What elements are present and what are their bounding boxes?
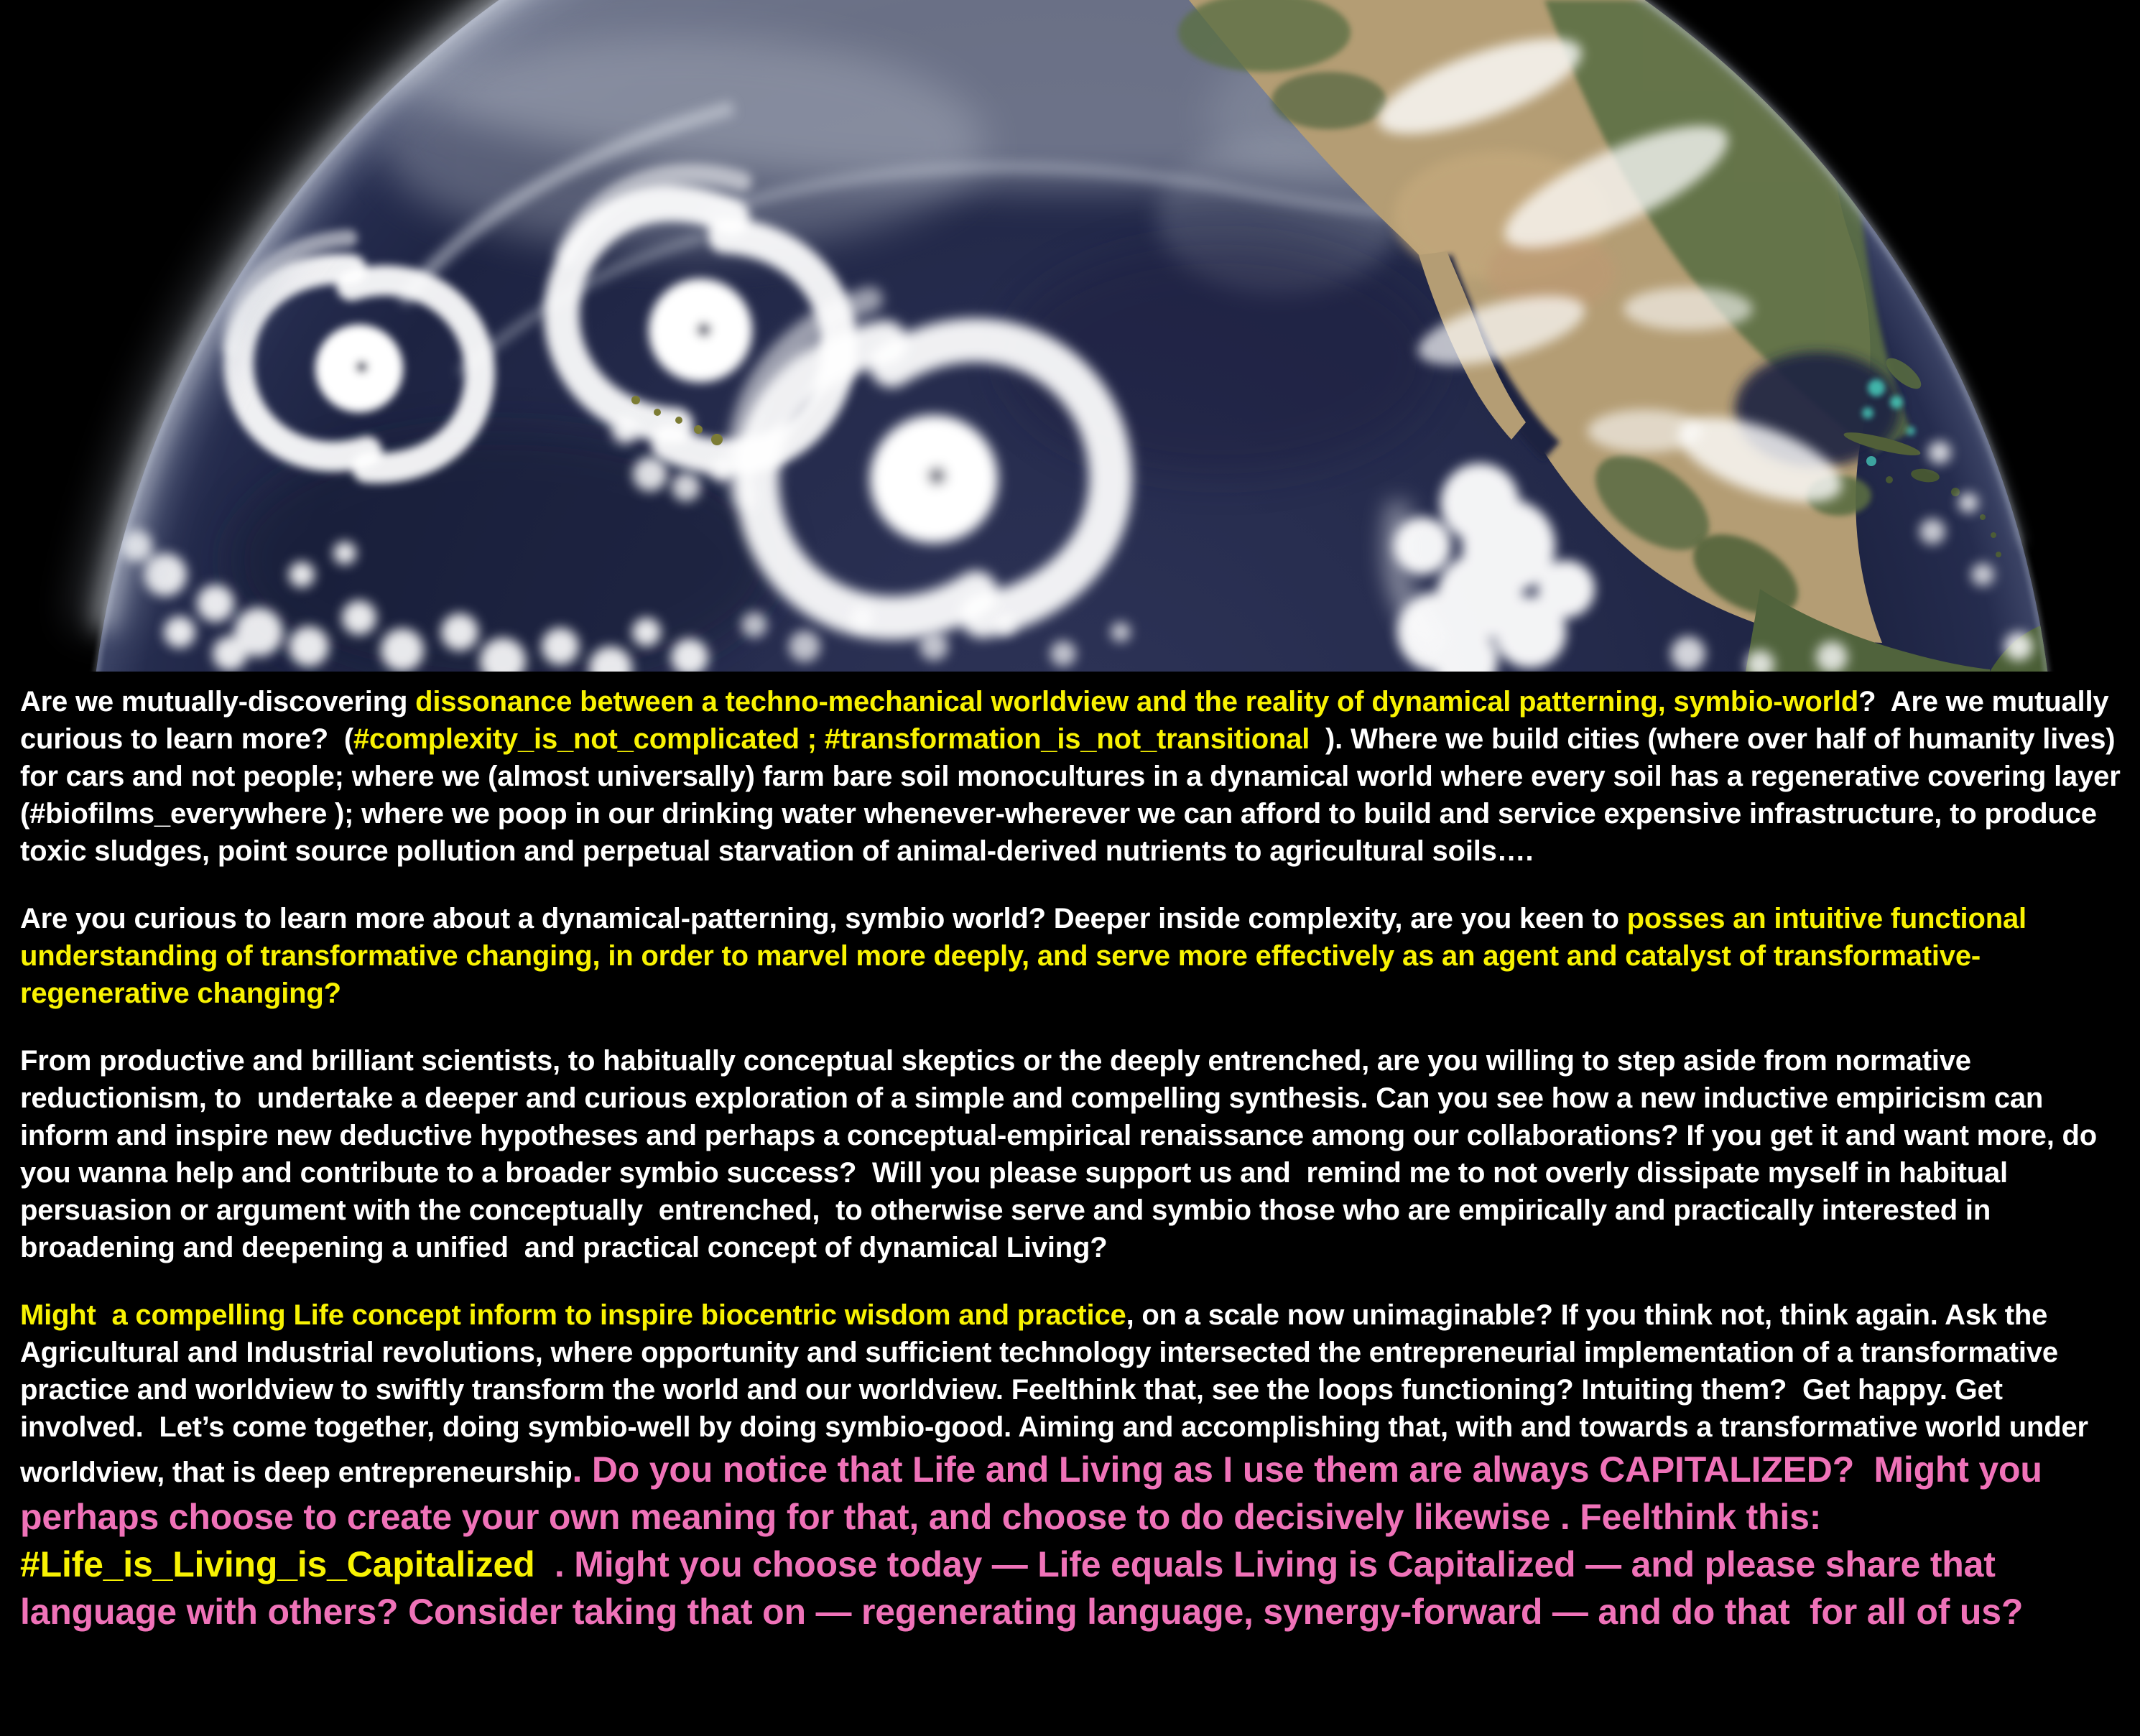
text-segment: #Life_is_Living_is_Capitalized	[20, 1544, 535, 1584]
text-segment: , on a scale now unimaginable? If you think not, think again. Ask the Agricultural and Industrial revolutions, where opportunity and sufficient technology intersected the entrepreneurial implementation of a transformative practice and worldview to swiftly transform the world and our worldview. Feelthink that, see the loops functioning? Intuiting them? Get happy. Get involved. Let’s come together, doing symbio-well by doing symbio-good. Aiming and accomplishing that, with and towards a transformative world under worldview, that is deep entrepreneurship	[20, 1299, 2096, 1488]
text-segment: #complexity_is_not_complicated ; #transformation_is_not_transitional	[353, 723, 1310, 755]
text-panel	[0, 672, 2140, 1736]
paragraph-2	[20, 900, 2121, 1012]
paragraph-4	[20, 1296, 2121, 1635]
text-segment: posses an intuitive functional understanding of transformative changing, in order to marvel more deeply, and serve more effectively as an agent and catalyst of transformative-regenerative changing?	[20, 903, 2034, 1009]
text-segment: Might a compelling Life concept inform to inspire biocentric wisdom and practice	[20, 1299, 1126, 1331]
paragraph-1	[20, 683, 2129, 870]
text-segment: . Might you choose today — Life equals Living is Capitalized — and please share that language with others? Consider taking that on — regenerating language, synergy-forward — and do that for all of us?	[20, 1544, 2024, 1632]
earth-photo-svg	[0, 0, 2140, 672]
paragraph-3	[20, 1042, 2121, 1266]
text-segment: ? Are we mutually curious to learn more? (	[20, 686, 2117, 755]
text-segment: Are we mutually-discovering	[20, 686, 416, 718]
text-segment: Are you curious to learn more about a dynamical-patterning, symbio world? Deeper inside complexity, are you keen to	[20, 903, 1627, 934]
text-segment: dissonance between a techno-mechanical worldview and the reality of dynamical patterning, symbio-world	[415, 686, 1859, 718]
text-segment: . Do you notice that Life and Living as I use them are always CAPITALIZED? Might you perhaps choose to create your own meaning for that, and choose to do decisively likewise . Feelthink this:	[20, 1449, 2052, 1537]
earth-photo	[0, 0, 2140, 672]
text-segment: ). Where we build cities (where over half of humanity lives) for cars and not people; where we (almost universally) farm bare soil monocultures in a dynamical world where every soil has a regenerative covering layer (#biofilms_everywhere ); where we poop in our drinking water whenever-wherever we can afford to build and service expensive infrastructure, to produce toxic sludges, point source pollution and perpetual starvation of animal-derived nutrients to agricultural soils….	[20, 723, 2129, 867]
text-segment: From productive and brilliant scientists, to habitually conceptual skeptics or the deeply entrenched, are you willing to step aside from normative reductionism, to undertake a deeper and curious exploration of a simple and compelling synthesis. Can you see how a new inductive empiricism can inform and inspire new deductive hypotheses and perhaps a conceptual-empirical renaissance among our collaborations? If you get it and want more, do you wanna help and contribute to a broader symbio success? Will you please support us and remind me to not overly dissipate myself in habitual persuasion or argument with the conceptually entrenched, to otherwise serve and symbio those who are empirically and practically interested in broadening and deepening a unified and practical concept of dynamical Living?	[20, 1045, 2105, 1263]
